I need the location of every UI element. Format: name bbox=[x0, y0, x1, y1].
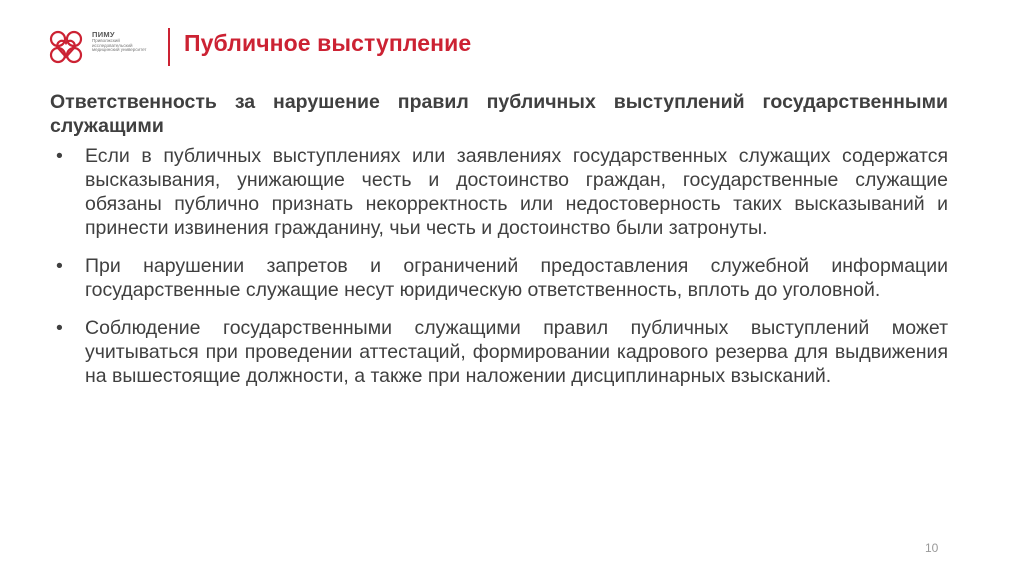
logo-subtitle-line: медицинский университет bbox=[92, 47, 147, 53]
slide-content bbox=[50, 90, 948, 402]
logo-title: ПИМУ bbox=[92, 30, 115, 39]
header-divider bbox=[168, 28, 170, 66]
list-item bbox=[50, 316, 948, 388]
bullet-marker: • bbox=[56, 317, 63, 339]
slide-number: 10 bbox=[925, 541, 939, 555]
bullet-text: При нарушении запретов и ограничений предоставления служебной информации государственные служащие несут юридическую ответственность, вплоть до уголовной. bbox=[85, 255, 948, 301]
bullet-text: Соблюдение государственными служащими правил публичных выступлений может учитываться при проведении аттестаций, формировании кадрового резерва для выдвижения на вышестоящие должности, а также при наложении дисциплинарных взысканий. bbox=[85, 317, 948, 387]
logo-subtitle-line: Приволжский bbox=[92, 37, 120, 43]
slide-header bbox=[0, 0, 1024, 80]
bullet-text: Если в публичных выступлениях или заявлениях государственных служащих содержатся высказывания, унижающие честь и достоинство граждан, государственные служащие обязаны публично признать некорректность или недостоверность таких высказываний и принести извинения гражданину, чьи честь и достоинство были затронуты. bbox=[85, 145, 948, 239]
logo-subtitle-line: исследовательский bbox=[92, 42, 133, 48]
bullet-marker: • bbox=[56, 255, 63, 277]
university-logo-icon bbox=[46, 27, 86, 67]
page-title: Публичное выступление bbox=[184, 30, 472, 56]
bullet-list bbox=[50, 144, 948, 388]
bullet-marker: • bbox=[56, 145, 63, 167]
logo-text bbox=[92, 31, 170, 53]
list-item bbox=[50, 144, 948, 240]
section-subtitle: Ответственность за нарушение правил публичных выступлений государственными служащими bbox=[50, 91, 948, 137]
list-item bbox=[50, 254, 948, 302]
